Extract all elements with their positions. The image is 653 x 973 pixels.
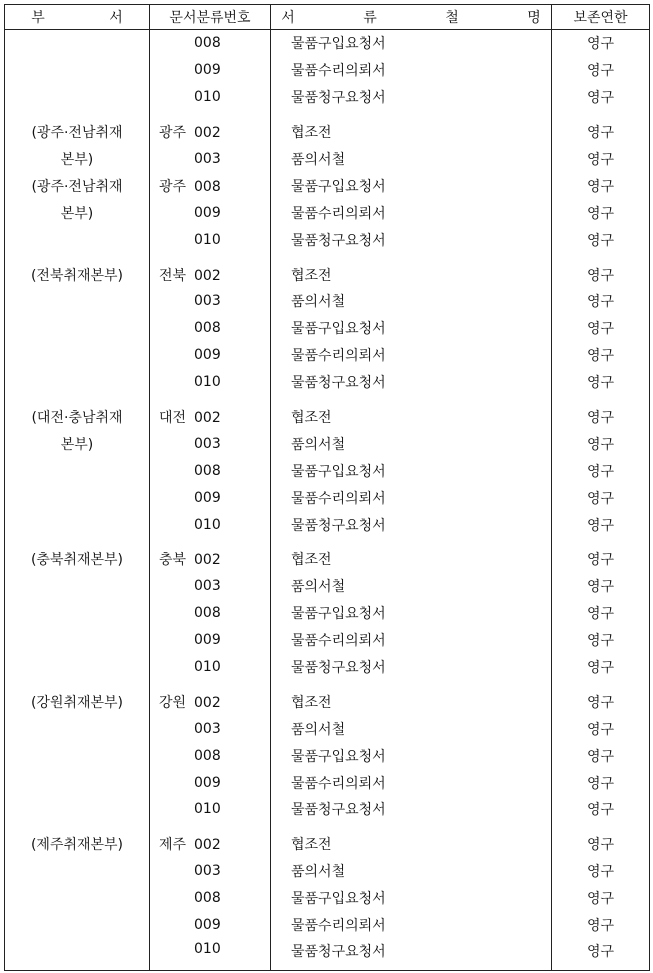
code-cell (150, 430, 271, 457)
title-cell: 물품구입요청서 (271, 30, 552, 57)
table-row (5, 858, 650, 885)
code-number: 003 (194, 435, 221, 452)
retention-cell: 영구 (552, 199, 650, 226)
records-table (4, 4, 650, 971)
table-row (5, 30, 650, 57)
dept-cell (5, 715, 150, 742)
retention-cell: 영구 (552, 600, 650, 627)
table-row (5, 769, 650, 796)
dept-cell: (제주취재본부) (5, 831, 150, 858)
code-number: 003 (194, 578, 221, 595)
title-cell: 물품수리의뢰서 (271, 484, 552, 511)
table-row (5, 742, 650, 769)
dept-cell: (광주·전남취재 (5, 119, 150, 146)
code-cell (150, 654, 271, 681)
table-row (5, 796, 650, 823)
code-cell (150, 57, 271, 84)
code-prefix: 전북 (158, 267, 186, 284)
table-row (5, 172, 650, 199)
code-cell (150, 226, 271, 253)
retention-cell: 영구 (552, 404, 650, 431)
code-number: 002 (194, 267, 221, 284)
retention-cell: 영구 (552, 885, 650, 912)
code-cell (150, 404, 271, 431)
title-cell: 품의서철 (271, 715, 552, 742)
code-cell (150, 172, 271, 199)
code-cell (150, 199, 271, 226)
code-prefix: 광주 (158, 125, 186, 142)
dept-cell (5, 885, 150, 912)
title-cell: 물품구입요청서 (271, 315, 552, 342)
code-number: 010 (194, 89, 221, 106)
code-number: 008 (194, 462, 221, 479)
code-cell (150, 627, 271, 654)
retention-cell: 영구 (552, 315, 650, 342)
title-cell: 물품구입요청서 (271, 742, 552, 769)
dept-cell (5, 484, 150, 511)
code-cell (150, 769, 271, 796)
code-cell (150, 342, 271, 369)
dept-cell (5, 654, 150, 681)
title-cell: 품의서철 (271, 146, 552, 173)
code-cell (150, 484, 271, 511)
code-number: 003 (194, 863, 221, 880)
retention-cell: 영구 (552, 742, 650, 769)
title-cell: 물품청구요청서 (271, 369, 552, 396)
spacer-row (5, 111, 650, 119)
spacer-row (5, 538, 650, 546)
spacer-row (5, 253, 650, 261)
table-row (5, 57, 650, 84)
code-cell (150, 30, 271, 57)
dept-cell (5, 342, 150, 369)
dept-cell (5, 939, 150, 971)
retention-cell: 영구 (552, 654, 650, 681)
table-row (5, 146, 650, 173)
table-row (5, 288, 650, 315)
retention-cell: 영구 (552, 627, 650, 654)
code-cell (150, 119, 271, 146)
code-cell (150, 688, 271, 715)
code-number: 009 (194, 917, 221, 934)
table-row (5, 226, 650, 253)
code-number: 009 (194, 347, 221, 364)
header-row (5, 5, 650, 30)
dept-cell (5, 858, 150, 885)
code-number: 010 (194, 940, 221, 957)
code-cell (150, 315, 271, 342)
dept-cell (5, 288, 150, 315)
title-cell: 협조전 (271, 546, 552, 573)
table-row (5, 939, 650, 971)
title-cell: 물품구입요청서 (271, 885, 552, 912)
dept-cell (5, 30, 150, 57)
code-number: 008 (194, 605, 221, 622)
code-prefix: 강원 (158, 694, 186, 711)
table-row (5, 654, 650, 681)
retention-cell: 영구 (552, 912, 650, 939)
code-prefix: 광주 (158, 178, 186, 195)
code-cell (150, 858, 271, 885)
dept-cell (5, 84, 150, 111)
retention-cell: 영구 (552, 484, 650, 511)
table-row (5, 369, 650, 396)
dept-cell (5, 627, 150, 654)
code-number: 008 (194, 890, 221, 907)
retention-cell: 영구 (552, 511, 650, 538)
table-row (5, 457, 650, 484)
table-row (5, 511, 650, 538)
header-title: 서 류 철 명 (271, 5, 552, 30)
table-row (5, 715, 650, 742)
title-cell: 물품수리의뢰서 (271, 342, 552, 369)
code-number: 009 (194, 204, 221, 221)
retention-cell: 영구 (552, 119, 650, 146)
title-cell: 협조전 (271, 119, 552, 146)
code-number: 010 (194, 659, 221, 676)
code-cell (150, 831, 271, 858)
title-cell: 협조전 (271, 261, 552, 288)
retention-cell: 영구 (552, 858, 650, 885)
title-cell: 협조전 (271, 688, 552, 715)
dept-cell: (전북취재본부) (5, 261, 150, 288)
title-cell: 물품청구요청서 (271, 654, 552, 681)
code-number: 008 (194, 35, 221, 52)
code-prefix: 제주 (158, 837, 186, 854)
dept-cell (5, 511, 150, 538)
retention-cell: 영구 (552, 30, 650, 57)
title-cell: 물품청구요청서 (271, 84, 552, 111)
title-cell: 물품청구요청서 (271, 939, 552, 971)
title-cell: 물품청구요청서 (271, 796, 552, 823)
retention-cell: 영구 (552, 457, 650, 484)
retention-cell: 영구 (552, 288, 650, 315)
code-cell (150, 261, 271, 288)
title-cell: 물품수리의뢰서 (271, 912, 552, 939)
code-number: 002 (194, 125, 221, 142)
dept-cell: 본부) (5, 199, 150, 226)
title-cell: 품의서철 (271, 288, 552, 315)
dept-cell (5, 769, 150, 796)
retention-cell: 영구 (552, 226, 650, 253)
table-row (5, 84, 650, 111)
table-row (5, 342, 650, 369)
title-cell: 협조전 (271, 831, 552, 858)
code-number: 008 (194, 178, 221, 195)
table-row (5, 430, 650, 457)
code-cell (150, 912, 271, 939)
dept-cell (5, 796, 150, 823)
code-number: 002 (194, 410, 221, 427)
title-cell: 품의서철 (271, 573, 552, 600)
spacer-row (5, 396, 650, 404)
dept-cell (5, 573, 150, 600)
dept-cell: (광주·전남취재 (5, 172, 150, 199)
table-row (5, 404, 650, 431)
header-code: 문서분류번호 (150, 5, 271, 30)
dept-cell: 본부) (5, 430, 150, 457)
code-number: 009 (194, 489, 221, 506)
code-cell (150, 742, 271, 769)
table-row (5, 688, 650, 715)
code-cell (150, 369, 271, 396)
code-cell (150, 288, 271, 315)
retention-cell: 영구 (552, 430, 650, 457)
title-cell: 협조전 (271, 404, 552, 431)
code-number: 002 (194, 552, 221, 569)
table-row (5, 600, 650, 627)
table-body (5, 30, 650, 971)
header-retention: 보존연한 (552, 5, 650, 30)
dept-cell (5, 315, 150, 342)
code-cell (150, 796, 271, 823)
title-cell: 품의서철 (271, 858, 552, 885)
code-number: 010 (194, 801, 221, 818)
code-cell (150, 546, 271, 573)
table-row (5, 573, 650, 600)
retention-cell: 영구 (552, 573, 650, 600)
retention-cell: 영구 (552, 796, 650, 823)
retention-cell: 영구 (552, 84, 650, 111)
code-number: 002 (194, 694, 221, 711)
title-cell: 물품청구요청서 (271, 511, 552, 538)
code-cell (150, 573, 271, 600)
dept-cell (5, 912, 150, 939)
code-number: 009 (194, 774, 221, 791)
dept-cell: (대전·충남취재 (5, 404, 150, 431)
title-cell: 물품구입요청서 (271, 600, 552, 627)
code-number: 008 (194, 747, 221, 764)
retention-cell: 영구 (552, 57, 650, 84)
retention-cell: 영구 (552, 688, 650, 715)
table-row (5, 261, 650, 288)
dept-cell: (강원취재본부) (5, 688, 150, 715)
code-number: 003 (194, 720, 221, 737)
code-number: 009 (194, 62, 221, 79)
dept-cell (5, 742, 150, 769)
code-cell (150, 600, 271, 627)
table-row (5, 831, 650, 858)
retention-cell: 영구 (552, 831, 650, 858)
code-cell (150, 511, 271, 538)
dept-cell (5, 369, 150, 396)
title-cell: 물품수리의뢰서 (271, 199, 552, 226)
code-cell (150, 715, 271, 742)
retention-cell: 영구 (552, 715, 650, 742)
dept-cell (5, 600, 150, 627)
table-row (5, 885, 650, 912)
title-cell: 물품청구요청서 (271, 226, 552, 253)
title-cell: 품의서철 (271, 430, 552, 457)
code-number: 003 (194, 151, 221, 167)
table-row (5, 119, 650, 146)
code-prefix: 대전 (158, 410, 186, 427)
spacer-row (5, 823, 650, 831)
code-cell (150, 885, 271, 912)
code-number: 010 (194, 516, 221, 533)
code-cell (150, 84, 271, 111)
retention-cell: 영구 (552, 342, 650, 369)
dept-cell (5, 57, 150, 84)
retention-cell: 영구 (552, 546, 650, 573)
dept-cell: 본부) (5, 146, 150, 173)
title-cell: 물품수리의뢰서 (271, 627, 552, 654)
code-number: 003 (194, 293, 221, 310)
code-number: 010 (194, 231, 221, 248)
table-row (5, 199, 650, 226)
table-row (5, 315, 650, 342)
header-dept: 부 서 (5, 5, 150, 30)
title-cell: 물품구입요청서 (271, 457, 552, 484)
retention-cell: 영구 (552, 146, 650, 173)
code-number: 008 (194, 320, 221, 337)
code-cell (150, 939, 271, 971)
code-number: 009 (194, 632, 221, 649)
retention-cell: 영구 (552, 769, 650, 796)
retention-cell: 영구 (552, 172, 650, 199)
code-cell (150, 457, 271, 484)
title-cell: 물품수리의뢰서 (271, 57, 552, 84)
retention-cell: 영구 (552, 261, 650, 288)
table-row (5, 627, 650, 654)
retention-cell: 영구 (552, 369, 650, 396)
code-number: 002 (194, 837, 221, 854)
code-cell (150, 146, 271, 173)
table-row (5, 484, 650, 511)
code-prefix: 충북 (158, 552, 186, 569)
title-cell: 물품수리의뢰서 (271, 769, 552, 796)
code-number: 010 (194, 374, 221, 391)
title-cell: 물품구입요청서 (271, 172, 552, 199)
spacer-row (5, 680, 650, 688)
retention-cell: 영구 (552, 939, 650, 971)
table-row (5, 546, 650, 573)
dept-cell: (충북취재본부) (5, 546, 150, 573)
table-row (5, 912, 650, 939)
dept-cell (5, 226, 150, 253)
dept-cell (5, 457, 150, 484)
